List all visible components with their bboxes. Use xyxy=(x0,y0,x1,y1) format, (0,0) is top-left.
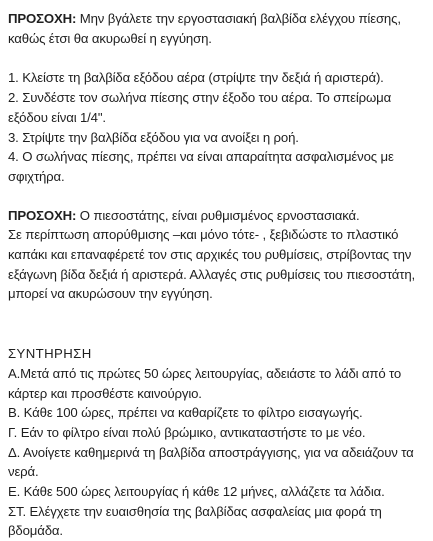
warning-paragraph-2 xyxy=(8,206,428,226)
step-item: 3. Στρίψτε την βαλβίδα εξόδου για να ανοίξει η ροή. xyxy=(8,129,299,145)
maintenance-item: Ε. Κάθε 500 ώρες λειτουργίας ή κάθε 12 μήνες, αλλάζετε τα λάδια. xyxy=(8,484,385,500)
document-page xyxy=(8,9,428,541)
step-item: 2. Συνδέστε τον σωλήνα πίεσης στην έξοδο του αέρα. Το σπείρωμα εξόδου είναι 1/4". xyxy=(8,90,392,125)
warning-body-2: Σε περίπτωση απορύθμισης –και μόνο τότε- , ξεβιδώστε το πλαστικό καπάκι και επαναφέρετέ τον στις αρχικές του ρυθμίσεις, στρίβοντας την εξάγωνη βίδα δεξιά ή αριστερά. Αλλαγές στις ρυθμίσεις του πιεσοστάτη, μπορεί να ακυρώσουν την εγγύηση. xyxy=(8,227,416,302)
warning-label-2: ΠΡΟΣΟΧΗ: xyxy=(8,207,77,223)
connection-steps-list xyxy=(8,68,428,186)
warning-text-2: Ο πιεσοστάτης, είναι ρυθμισμένος ερνοστασιακά. xyxy=(76,207,360,223)
maintenance-item: Γ. Εάν το φίλτρο είναι πολύ βρώμικο, αντικαταστήστε το με νέο. xyxy=(8,424,366,440)
maintenance-section xyxy=(8,344,428,541)
warning-text-1: Μην βγάλετε την εργοστασιακή βαλβίδα ελέγχου πίεσης, καθώς έτσι θα ακυρωθεί η εγγύηση. xyxy=(8,11,401,46)
maintenance-item: Α.Μετά από τις πρώτες 50 ώρες λειτουργίας, αδειάστε το λάδι από το κάρτερ και προσθέστε καινούργιο. xyxy=(8,365,402,401)
step-item: 1. Κλείστε τη βαλβίδα εξόδου αέρα (στρίψτε την δεξιά ή αριστερά). xyxy=(8,70,384,86)
maintenance-item: Β. Κάθε 100 ώρες, πρέπει να καθαρίζετε το φίλτρο εισαγωγής. xyxy=(8,405,363,421)
warning-paragraph-1 xyxy=(8,9,428,48)
warning-label-1: ΠΡΟΣΟΧΗ: xyxy=(8,11,77,26)
maintenance-title: ΣΥΝΤΗΡΗΣΗ xyxy=(8,346,92,362)
step-item: 4. Ο σωλήνας πίεσης, πρέπει να είναι απαραίτητα ασφαλισμένος με σφιχτήρα. xyxy=(8,149,394,184)
warning-notice-2 xyxy=(8,206,428,305)
maintenance-item: Δ. Ανοίγετε καθημερινά τη βαλβίδα αποστράγγισης, για να αδειάζουν τα νερά. xyxy=(8,444,414,480)
maintenance-item: ΣΤ. Ελέγχετε την ευαισθησία της βαλβίδας ασφαλείας μια φορά τη βδομάδα. xyxy=(8,503,382,539)
warning-notice-1 xyxy=(8,9,428,48)
